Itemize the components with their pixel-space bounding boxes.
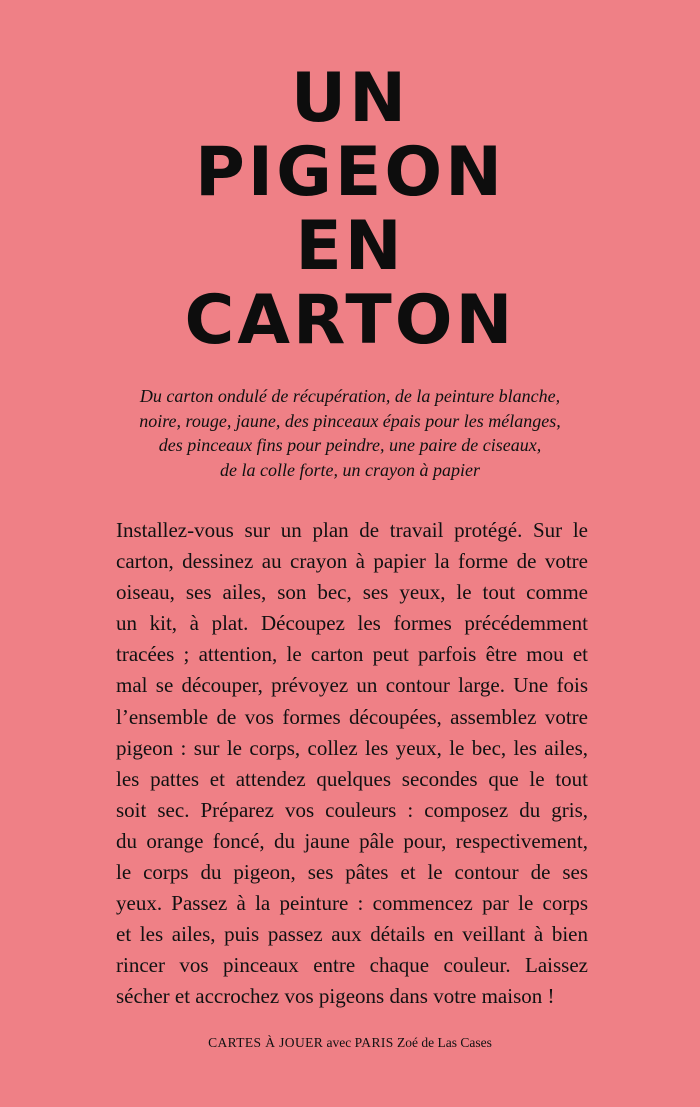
footer-credits <box>0 1034 700 1052</box>
footer-collection: CARTES À JOUER <box>208 1035 324 1050</box>
instructions-line: mal se découper, prévoyez un contour large. Une fois <box>116 673 588 698</box>
instructions-line: yeux. Passez à la peinture : commencez par le corps <box>116 891 588 916</box>
instructions-line: rincer vos pinceaux entre chaque couleur. Laissez <box>116 953 588 978</box>
title-line-1: UN <box>290 59 410 138</box>
footer-connector: avec <box>326 1035 352 1050</box>
title-line-3: EN <box>295 207 405 286</box>
materials-list <box>60 384 640 482</box>
instructions-line: le corps du pigeon, ses pâtes et le contour de ses <box>116 860 588 885</box>
instructions-line: l’ensemble de vos formes découpées, assemblez votre <box>116 704 588 729</box>
instructions-line: sécher et accrochez vos pigeons dans votre maison ! <box>116 984 555 1009</box>
instructions-line: Installez-vous sur un plan de travail protégé. Sur le <box>116 518 588 542</box>
instructions-line: tracées ; attention, le carton peut parfois être mou et <box>116 642 588 667</box>
instructions-line: les pattes et attendez quelques secondes que le tout <box>116 766 588 791</box>
materials-line: Du carton ondulé de récupération, de la peinture blanche, <box>139 386 561 406</box>
instructions-line: soit sec. Préparez vos couleurs : composez du gris, <box>116 797 588 822</box>
instructions-line: carton, dessinez au crayon à papier la forme de votre <box>116 549 588 574</box>
footer-city: PARIS <box>354 1035 394 1050</box>
instructions-line: du orange foncé, du jaune pâle pour, respectivement, <box>116 828 588 853</box>
materials-line: de la colle forte, un crayon à papier <box>220 459 480 480</box>
page-title <box>0 59 700 360</box>
instructions-line: pigeon : sur le corps, collez les yeux, le bec, les ailes, <box>116 735 588 760</box>
title-line-2: PIGEON <box>194 133 506 212</box>
materials-line: des pinceaux fins pour peindre, une paire de ciseaux, <box>158 435 542 455</box>
materials-line: noire, rouge, jaune, des pinceaux épais pour les mélanges, <box>139 410 561 431</box>
title-line-4: CARTON <box>184 281 516 360</box>
instructions-line: oiseau, ses ailes, son bec, ses yeux, le tout comme <box>116 580 588 605</box>
instructions-line: un kit, à plat. Découpez les formes précédemment <box>116 611 588 636</box>
footer-author: Zoé de Las Cases <box>397 1035 492 1050</box>
instructions-line: et les ailes, puis passez aux détails en veillant à bien <box>116 922 588 947</box>
instructions-paragraph <box>116 515 588 1013</box>
